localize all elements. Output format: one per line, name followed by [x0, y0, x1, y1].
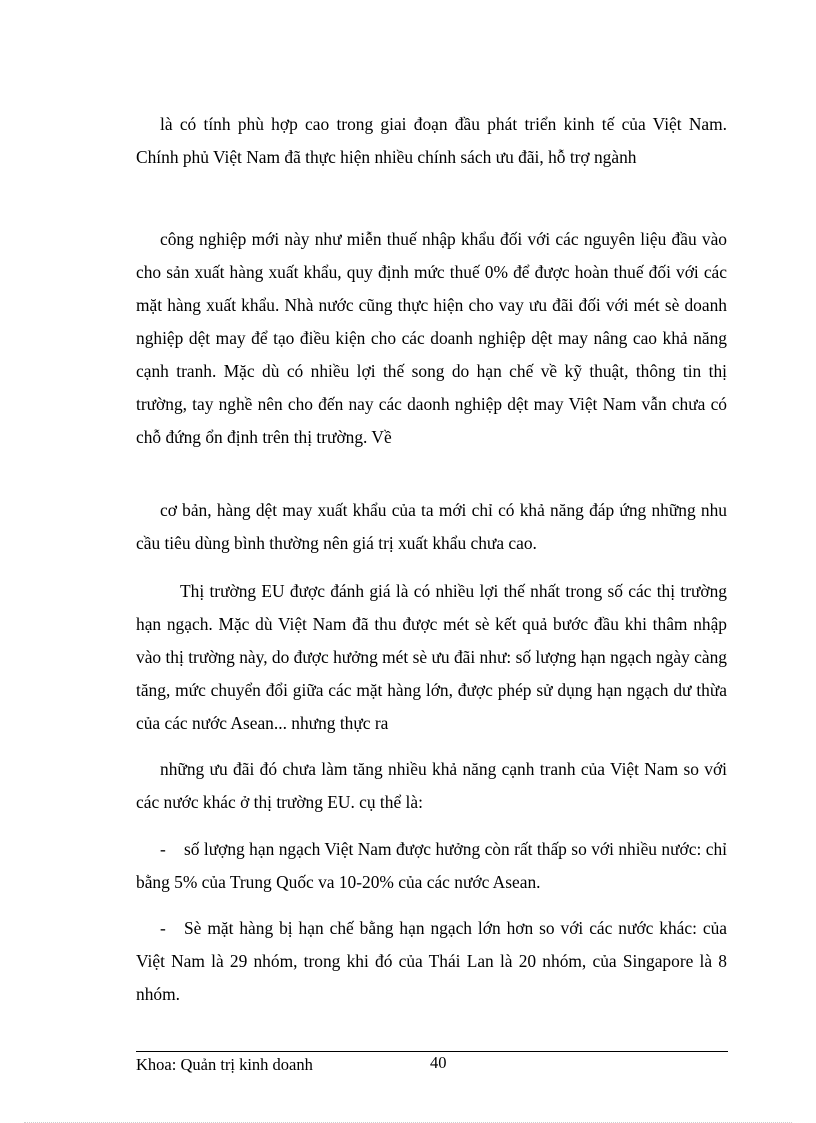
paragraph-1: [136, 108, 727, 174]
page-number: 40: [430, 1053, 447, 1072]
bullet-dash: -: [160, 918, 166, 938]
bullet-dash: -: [160, 839, 166, 859]
paragraph-4-text: Thị trường EU được đánh giá là có nhiều lợi thế nhất trong số các thị trường hạn ngạch. Mặc dù Việt Nam đã thu được mét sè kết quả bước đầu khi thâm nhập vào thị trường này, do được hưởng mét sè ưu đãi như: số lượng hạn ngạch ngày càng tăng, mức chuyển đổi giữa các mặt hàng lớn, được phép sử dụng hạn ngạch dư thừa của các nước Asean... nhưng thực ra: [136, 581, 727, 733]
list-item-text: Sè mặt hàng bị hạn chế bằng hạn ngạch lớn hơn so với các nước khác: của Việt Nam là 29 nhóm, trong khi đó của Thái Lan là 20 nhóm, của Singapore là 8 nhóm.: [136, 918, 727, 1004]
list-item-text: số lượng hạn ngạch Việt Nam được hưởng còn rất thấp so với nhiều nước: chỉ bằng 5% của Trung Quốc va 10-20% của các nước Asean.: [136, 839, 727, 892]
paragraph-1-text: là có tính phù hợp cao trong giai đoạn đầu phát triển kinh tế của Việt Nam. Chính phủ Việt Nam đã thực hiện nhiều chính sách ưu đãi, hỗ trợ ngành: [136, 114, 727, 167]
paragraph-2: [136, 223, 727, 454]
paragraph-5: [136, 753, 727, 819]
list-item: [136, 912, 727, 1011]
footer-department: Khoa: Quản trị kinh doanh: [136, 1055, 313, 1074]
paragraph-3: [136, 494, 727, 560]
paragraph-2-text: công nghiệp mới này như miễn thuế nhập khẩu đối với các nguyên liệu đầu vào cho sản xuất hàng xuất khẩu, quy định mức thuế 0% để được hoàn thuế đối với các mặt hàng xuất khẩu. Nhà nước cũng thực hiện cho vay ưu đãi đối với mét sè doanh nghiệp dệt may để tạo điều kiện cho các doanh nghiệp dệt may nâng cao khả năng cạnh tranh. Mặc dù có nhiều lợi thế song do hạn chế về kỹ thuật, thông tin thị trường, tay nghề nên cho đến nay các daonh nghiệp dệt may Việt Nam vẫn chưa có chỗ đứng ổn định trên thị trường. Về: [136, 229, 727, 447]
paragraph-4: [136, 575, 727, 740]
list-item: [136, 833, 727, 899]
paragraph-3-text: cơ bản, hàng dệt may xuất khẩu của ta mới chỉ có khả năng đáp ứng những nhu cầu tiêu dùng bình thường nên giá trị xuất khẩu chưa cao.: [136, 500, 727, 553]
paragraph-5-text: những ưu đãi đó chưa làm tăng nhiều khả năng cạnh tranh của Việt Nam so với các nước khác ở thị trường EU. cụ thể là:: [136, 759, 727, 812]
